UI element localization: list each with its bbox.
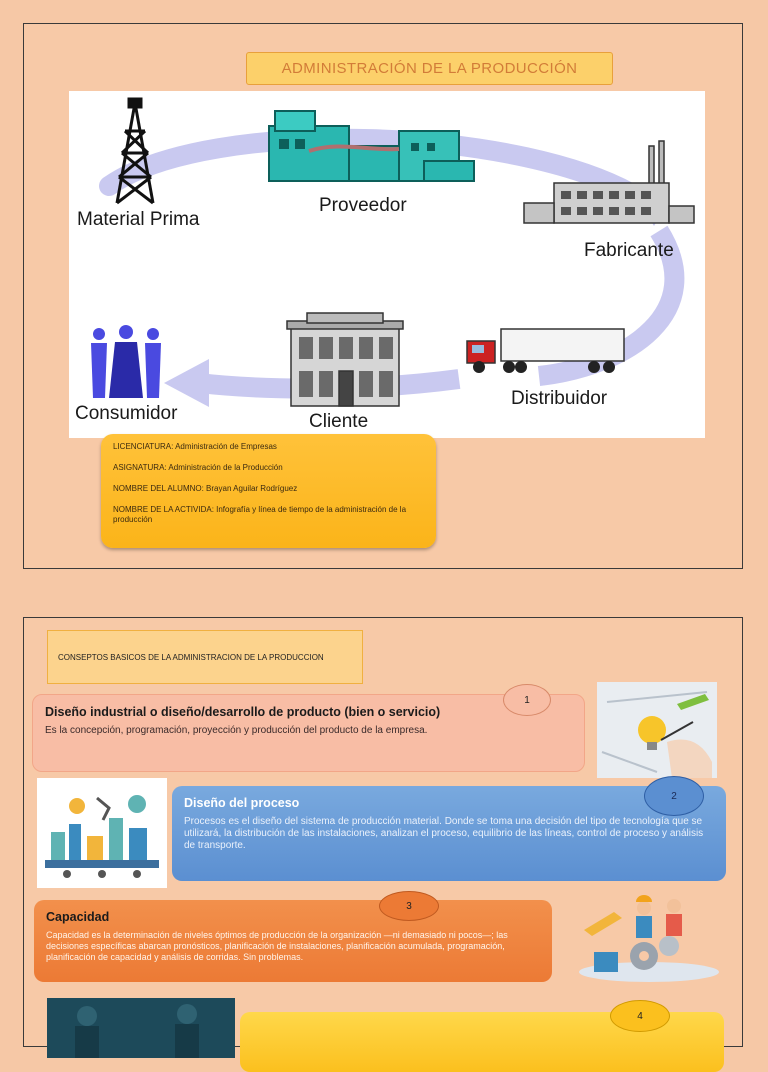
concept-4-number-badge: 4 [610,1000,670,1032]
concept-1-number-badge: 1 [503,684,551,716]
consumers-icon [91,325,161,398]
concepts-heading: CONSEPTOS BASICOS DE LA ADMINISTRACION DE LA PRODUCCION [47,630,363,684]
stage-distribuidor: Distribuidor [511,388,608,409]
automated-factory-image [37,778,167,888]
concept-card-3 [34,900,552,982]
supplier-plant-icon [269,111,474,181]
stage-fabricante: Fabricante [584,240,674,261]
stage-proveedor: Proveedor [319,195,407,216]
slide-basic-concepts [23,617,743,1047]
workers-gears-image [564,890,726,986]
info-alumno: NOMBRE DEL ALUMNO: Brayan Aguilar Rodríguez [113,484,298,493]
info-actividad: NOMBRE DE LA ACTIVIDA: Infografía y línea de tiempo de la administración de la producción [113,505,407,524]
concept-1-text: Es la concepción, programación, proyección y producción del producto de la empresa. [45,725,428,736]
concept-3-number-badge: 3 [379,891,439,921]
cycle-arrow-head [164,359,209,407]
slide-title: ADMINISTRACIÓN DE LA PRODUCCIÓN [246,52,613,85]
concept-card-2 [172,786,726,881]
lightbulb-sketch-image [597,682,717,778]
concept-1-title: Diseño industrial o diseño/desarrollo de producto (bien o servicio) [45,705,441,719]
stage-consumidor: Consumidor [75,403,178,424]
concept-2-title: Diseño del proceso [184,796,300,810]
info-licenciatura: LICENCIATURA: Administración de Empresas [113,442,277,451]
store-building-icon [287,313,403,406]
business-people-image [47,998,235,1058]
stage-material-prima: Material Prima [77,209,200,230]
concept-card-1 [32,694,585,772]
supply-chain-graphic [69,91,705,438]
slide-supply-chain [23,23,743,569]
concept-3-text: Capacidad es la determinación de niveles óptimos de producción de la organización —ni demasiado ni pocos—; las decisiones específicas abarcan pronósticos, planificación de instalaciones, planificación acumulada, programación, planificación de capacidad y análisis de corridas. Sin problemas. [46,930,508,962]
concept-2-number-badge: 2 [644,776,704,816]
stage-cliente: Cliente [309,411,369,432]
supply-chain-diagram [69,91,705,438]
info-asignatura: ASIGNATURA: Administración de la Producción [113,463,283,472]
concept-2-text: Procesos es el diseño del sistema de producción material. Donde se toma una decisión del tipo de tecnología que se utilizará, la distribución de las instalaciones, analizan el proceso, equilibrio de las líneas, control de proceso y análisis de transporte. [184,816,704,851]
concept-3-title: Capacidad [46,910,110,924]
student-info-box [101,434,436,548]
